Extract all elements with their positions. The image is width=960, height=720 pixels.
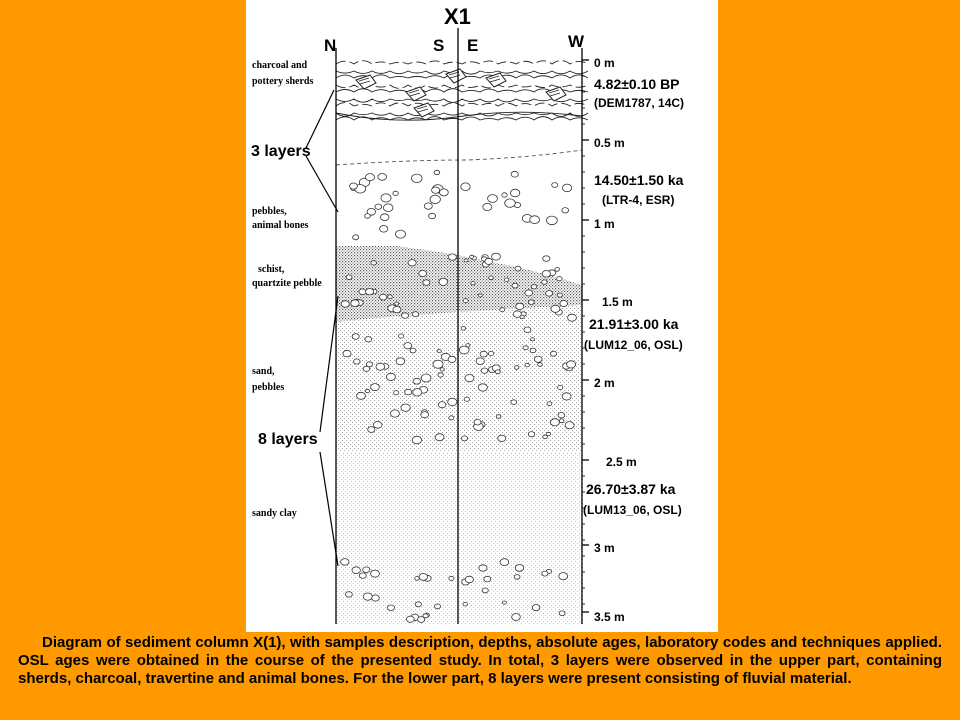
pebble bbox=[352, 567, 360, 574]
pebble bbox=[483, 203, 492, 210]
pebble bbox=[368, 427, 375, 433]
pebble bbox=[449, 416, 454, 420]
pebble bbox=[510, 189, 519, 197]
layer-boundary bbox=[336, 150, 582, 165]
pebble bbox=[429, 213, 436, 219]
pebble bbox=[474, 419, 481, 425]
pebble bbox=[343, 350, 351, 357]
pebble bbox=[408, 260, 416, 266]
pebble bbox=[421, 374, 431, 382]
pebble bbox=[482, 588, 488, 593]
pebble bbox=[354, 359, 361, 364]
pebble bbox=[430, 195, 440, 203]
pebble bbox=[530, 216, 540, 224]
pebble bbox=[341, 559, 349, 566]
pebble bbox=[525, 363, 529, 367]
pebble bbox=[481, 368, 488, 373]
desc-pebbles-1: pebbles, bbox=[252, 206, 287, 217]
pebble bbox=[567, 361, 576, 368]
pebble bbox=[500, 559, 509, 566]
figure-caption: Diagram of sediment column X(1), with samples description, depths, absolute ages, laboratory codes and techniques applied. OSL ages were obtained in the course of the presented study. In total, 3 layers were observed in the upper part, containing sherds, charcoal, travertine and animal bones. For the lower part, 8 layers were present consisting of fluvial material. bbox=[18, 634, 942, 687]
pebble bbox=[562, 208, 569, 213]
sample-code-1: (DEM1787, 14C) bbox=[594, 96, 685, 110]
pebble bbox=[346, 592, 353, 597]
pebble bbox=[363, 567, 370, 573]
wavy-line bbox=[336, 85, 588, 88]
pebble bbox=[413, 378, 420, 384]
pebble bbox=[352, 334, 359, 340]
sample-code-2: (LTR-4, ESR) bbox=[602, 193, 675, 207]
pebble bbox=[542, 271, 550, 278]
pebble bbox=[366, 174, 375, 181]
pebble bbox=[520, 315, 524, 318]
depth-2-5m: 2.5 m bbox=[606, 455, 637, 469]
pebble bbox=[395, 302, 399, 305]
depth-0m: 0 m bbox=[594, 56, 615, 70]
pebble bbox=[511, 400, 517, 405]
pebble bbox=[463, 299, 468, 303]
pebble bbox=[341, 301, 349, 308]
depth-2m: 2 m bbox=[594, 376, 615, 390]
pebble bbox=[532, 605, 540, 611]
pebble bbox=[437, 350, 441, 353]
desc-pebbles-2: animal bones bbox=[252, 220, 309, 231]
pebble bbox=[402, 313, 409, 319]
pebble bbox=[496, 415, 501, 419]
direction-n: N bbox=[324, 36, 337, 55]
pebble bbox=[531, 338, 535, 341]
pebble bbox=[371, 261, 377, 265]
pebble bbox=[568, 314, 577, 321]
pebble bbox=[488, 351, 493, 355]
pebble bbox=[388, 605, 395, 611]
pebble bbox=[380, 214, 389, 221]
pebble bbox=[498, 435, 506, 441]
depth-0-5m: 0.5 m bbox=[594, 136, 625, 150]
label-3-layers: 3 layers bbox=[251, 143, 311, 160]
pebble bbox=[396, 230, 406, 238]
pebble bbox=[393, 306, 401, 312]
pebble bbox=[386, 373, 395, 380]
pebble bbox=[372, 595, 380, 601]
pebble bbox=[393, 191, 398, 195]
pebble bbox=[502, 193, 507, 197]
pebble bbox=[515, 565, 523, 572]
pebble bbox=[550, 351, 556, 356]
pebble bbox=[500, 308, 505, 312]
pebble bbox=[562, 184, 571, 192]
pebble bbox=[463, 602, 467, 606]
pebble bbox=[551, 305, 560, 312]
pebble bbox=[404, 343, 412, 349]
pebble bbox=[419, 574, 427, 581]
pebble bbox=[488, 195, 498, 203]
depth-3-5m: 3.5 m bbox=[594, 610, 625, 624]
wavy-line bbox=[336, 103, 588, 106]
pebble bbox=[464, 397, 469, 401]
pebble bbox=[448, 254, 456, 260]
pebble bbox=[424, 203, 432, 209]
pointer-8-layers-down bbox=[320, 452, 338, 566]
pebble bbox=[546, 291, 553, 297]
pebble bbox=[512, 614, 521, 621]
pebble bbox=[502, 601, 506, 604]
pebble bbox=[552, 183, 558, 188]
pebble bbox=[542, 571, 548, 576]
pebble bbox=[476, 358, 484, 365]
pebble bbox=[405, 389, 412, 395]
desc-sand-1: sand, bbox=[252, 366, 275, 377]
pebble bbox=[470, 255, 474, 258]
pebble bbox=[492, 253, 501, 260]
pebble bbox=[485, 258, 493, 264]
pebble bbox=[542, 280, 548, 284]
pebble bbox=[550, 419, 559, 426]
pebble bbox=[435, 434, 444, 441]
wavy-line bbox=[336, 61, 588, 64]
desc-sand-2: pebbles bbox=[252, 382, 285, 393]
pebble bbox=[415, 602, 421, 607]
pebble bbox=[380, 294, 387, 300]
pebble bbox=[465, 576, 473, 583]
pebble bbox=[380, 226, 388, 233]
pebble bbox=[365, 214, 371, 219]
pebble bbox=[383, 204, 393, 212]
pebble bbox=[514, 575, 520, 580]
pebble bbox=[438, 373, 443, 377]
pebble bbox=[516, 303, 524, 309]
pebble bbox=[413, 389, 422, 396]
pebble bbox=[419, 270, 427, 276]
pebble bbox=[390, 410, 399, 417]
sample-age-2: 14.50±1.50 ka bbox=[594, 172, 684, 188]
direction-w: W bbox=[568, 32, 585, 51]
pebble bbox=[410, 348, 416, 353]
pebble bbox=[505, 199, 516, 207]
pebble bbox=[524, 327, 531, 333]
sample-code-4: (LUM13_06, OSL) bbox=[583, 503, 682, 517]
desc-schist-2: quartzite pebble bbox=[252, 278, 322, 289]
pebble bbox=[401, 404, 410, 411]
pebble bbox=[512, 283, 518, 288]
pebble bbox=[406, 616, 414, 622]
pebble bbox=[373, 421, 382, 428]
pebble bbox=[555, 268, 560, 272]
pebble bbox=[449, 576, 454, 580]
pebble bbox=[448, 398, 457, 405]
desc-schist-1: schist, bbox=[258, 264, 285, 275]
pebble bbox=[559, 611, 565, 616]
pebble bbox=[484, 576, 491, 582]
direction-s: S bbox=[433, 36, 445, 55]
pebble bbox=[381, 194, 391, 202]
pebble bbox=[559, 573, 568, 580]
pebble bbox=[479, 565, 487, 571]
pebble bbox=[363, 593, 372, 600]
pebble bbox=[439, 278, 448, 285]
sample-age-3: 21.91±3.00 ka bbox=[589, 316, 679, 332]
pebble bbox=[466, 344, 470, 347]
desc-charcoal-2: pottery sherds bbox=[252, 76, 314, 87]
pebble bbox=[353, 235, 359, 240]
pebble bbox=[434, 170, 440, 174]
pebble bbox=[538, 363, 543, 367]
pebble bbox=[378, 174, 387, 181]
pebble bbox=[412, 436, 421, 444]
pebble bbox=[478, 294, 482, 297]
direction-e: E bbox=[467, 36, 479, 55]
pebble bbox=[375, 204, 382, 209]
desc-charcoal-1: charcoal and bbox=[252, 60, 308, 71]
sample-age-1: 4.82±0.10 BP bbox=[594, 76, 680, 92]
pebble bbox=[523, 346, 528, 350]
desc-sandy-clay: sandy clay bbox=[252, 508, 297, 519]
pebble bbox=[365, 337, 372, 342]
figure-panel bbox=[246, 0, 718, 632]
pebble bbox=[359, 573, 366, 578]
pebble bbox=[351, 300, 359, 307]
pebble bbox=[531, 285, 537, 289]
pebble bbox=[543, 256, 550, 262]
pebble bbox=[534, 356, 542, 362]
pebble bbox=[471, 281, 475, 284]
pebble bbox=[435, 604, 441, 609]
pebble bbox=[489, 276, 494, 280]
pebble bbox=[562, 393, 571, 400]
pebble bbox=[559, 419, 564, 423]
label-8-layers: 8 layers bbox=[258, 431, 318, 448]
pebble bbox=[495, 370, 500, 374]
pebble bbox=[515, 266, 521, 271]
pebble bbox=[448, 356, 456, 362]
pebble bbox=[421, 412, 429, 418]
pebble bbox=[547, 216, 558, 225]
pebble bbox=[528, 432, 534, 437]
pebble bbox=[365, 389, 369, 392]
pebble bbox=[465, 375, 474, 382]
title-x1: X1 bbox=[444, 4, 471, 29]
wavy-line bbox=[336, 99, 588, 102]
pebble bbox=[346, 275, 352, 280]
depth-3m: 3 m bbox=[594, 541, 615, 555]
pebble bbox=[432, 187, 440, 193]
pebble bbox=[557, 277, 562, 281]
pebble bbox=[415, 577, 420, 581]
pebble bbox=[558, 385, 563, 389]
pebble bbox=[388, 295, 393, 299]
pebble bbox=[376, 363, 385, 370]
sample-code-3: (LUM12_06, OSL) bbox=[584, 338, 683, 352]
pebble bbox=[525, 290, 533, 296]
depth-1m: 1 m bbox=[594, 217, 615, 231]
pebble bbox=[546, 432, 550, 435]
pebble bbox=[514, 366, 519, 370]
pebble bbox=[438, 402, 446, 408]
pebble bbox=[357, 392, 366, 399]
depth-1-5m: 1.5 m bbox=[602, 295, 633, 309]
pebble bbox=[528, 300, 534, 305]
pebble bbox=[560, 300, 568, 306]
pebble bbox=[530, 348, 536, 353]
pebble bbox=[504, 278, 508, 282]
pebble bbox=[350, 183, 358, 189]
pebble bbox=[547, 402, 552, 406]
pebble bbox=[565, 422, 574, 429]
pointer-3-layers-down bbox=[306, 156, 338, 212]
pointer-3-layers-up bbox=[306, 90, 334, 148]
pebble bbox=[366, 362, 372, 367]
pebble bbox=[480, 351, 487, 357]
pebble bbox=[423, 280, 430, 286]
pebble bbox=[371, 384, 380, 391]
pebble bbox=[461, 436, 467, 441]
sample-age-4: 26.70±3.87 ka bbox=[586, 481, 676, 497]
pebble bbox=[558, 413, 565, 418]
pebble bbox=[366, 289, 374, 295]
pebble bbox=[412, 312, 418, 317]
pebble bbox=[359, 289, 366, 295]
pebble bbox=[412, 174, 423, 182]
pebble bbox=[511, 171, 518, 177]
pebble bbox=[394, 391, 399, 395]
pebble bbox=[423, 614, 428, 618]
pebble bbox=[464, 259, 468, 262]
pebble bbox=[461, 183, 470, 191]
pebble bbox=[399, 334, 404, 338]
pointer-8-layers-up bbox=[320, 296, 338, 432]
pebble bbox=[461, 327, 466, 331]
pebble bbox=[440, 368, 444, 371]
pebble bbox=[478, 384, 487, 391]
pebble bbox=[557, 293, 562, 297]
pebble bbox=[371, 570, 380, 577]
pebble bbox=[396, 358, 405, 365]
pebble bbox=[440, 189, 449, 196]
pebble bbox=[433, 360, 443, 368]
